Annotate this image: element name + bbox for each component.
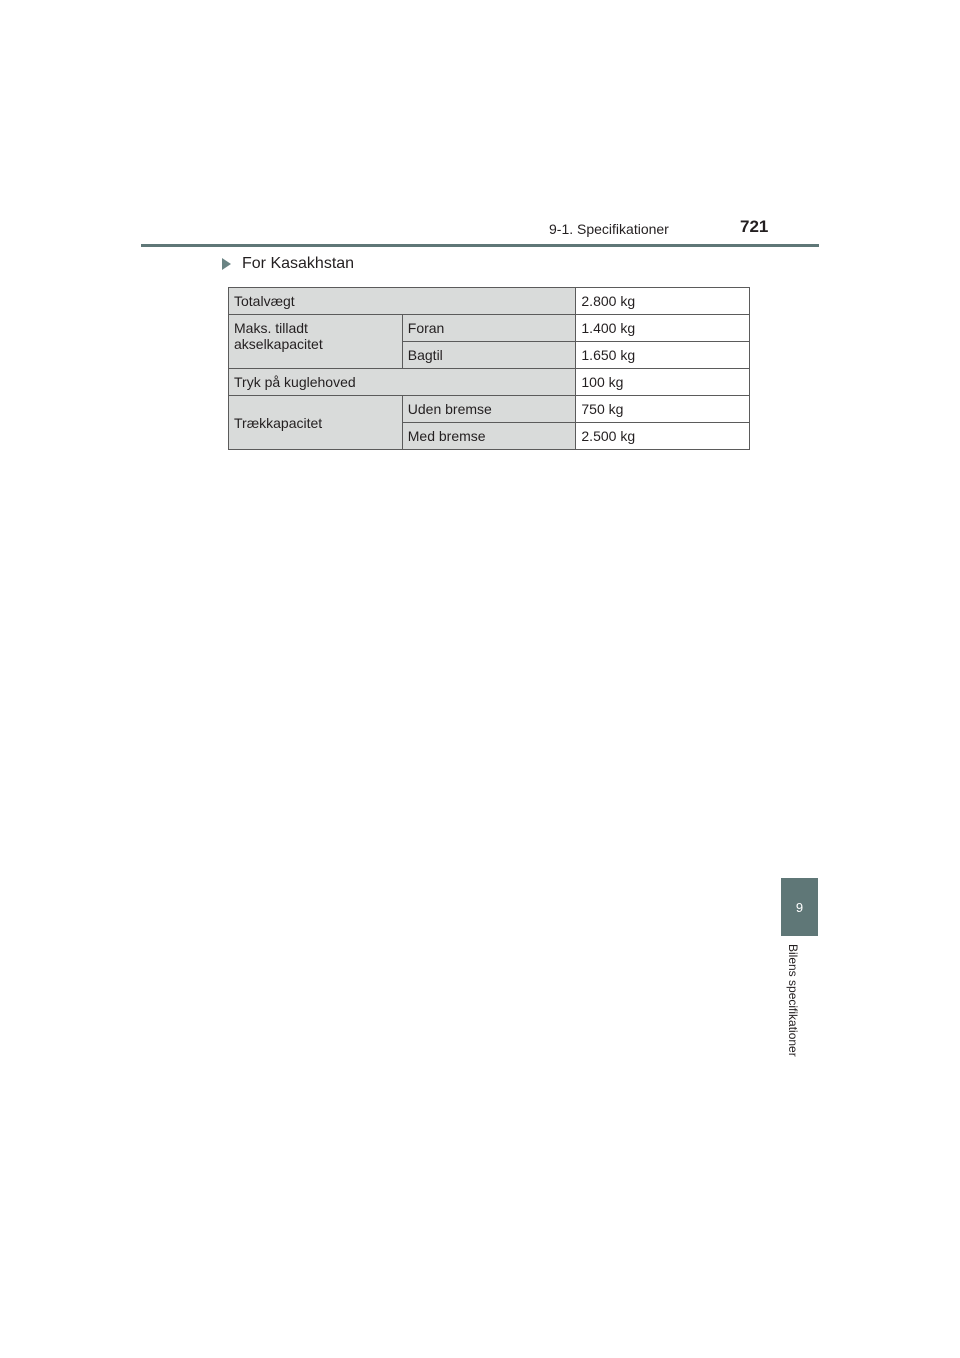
- chapter-tab-label: Bilens specifikationer: [786, 944, 800, 1057]
- triangle-bullet-icon: [222, 258, 231, 270]
- table-cell-value: 2.800 kg: [576, 288, 750, 315]
- table-row: [229, 369, 750, 396]
- table-row: [229, 288, 750, 315]
- chapter-number: 9: [795, 899, 804, 915]
- section-heading-text: For Kasakhstan: [242, 255, 355, 272]
- section-heading: [222, 255, 354, 273]
- table-cell-value: 750 kg: [576, 396, 750, 423]
- table-row: [229, 315, 750, 342]
- header-rule: [141, 244, 819, 247]
- table-cell-label: Maks. tilladt akselkapacitet: [229, 315, 403, 369]
- table-cell-sublabel: Bagtil: [402, 342, 576, 369]
- page-number: 721: [740, 217, 769, 236]
- specification-table: [228, 287, 750, 450]
- table-cell-sublabel: Uden bremse: [402, 396, 576, 423]
- table-row: [229, 396, 750, 423]
- chapter-tab: [781, 878, 818, 936]
- table-cell-label: Totalvægt: [229, 288, 576, 315]
- table-cell-sublabel: Med bremse: [402, 423, 576, 450]
- table-cell-value: 1.650 kg: [576, 342, 750, 369]
- table-cell-value: 2.500 kg: [576, 423, 750, 450]
- table-cell-sublabel: Foran: [402, 315, 576, 342]
- table-cell-value: 100 kg: [576, 369, 750, 396]
- table-cell-label: Tryk på kuglehoved: [229, 369, 576, 396]
- table-cell-label: Trækkapacitet: [229, 396, 403, 450]
- header-section-title: 9-1. Specifikationer: [549, 221, 669, 237]
- table-cell-value: 1.400 kg: [576, 315, 750, 342]
